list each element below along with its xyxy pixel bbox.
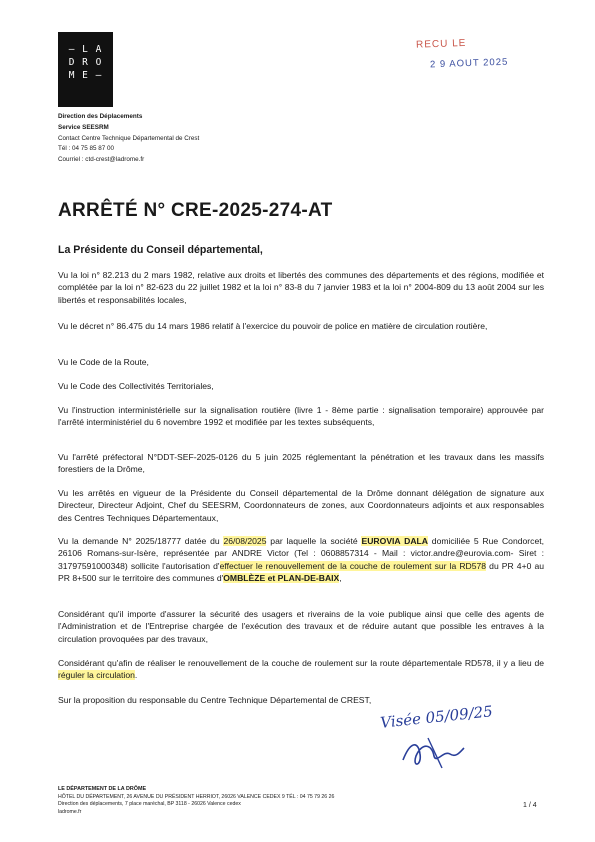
received-stamp: RECU LE	[415, 37, 467, 51]
paragraph-arrete-prefectoral: Vu l'arrêté préfectoral N°DDT-SEF-2025-0126 du 5 juin 2025 réglementant la pénétration et les travaux dans les massifs forestiers de la Drôme,	[58, 452, 544, 475]
footer-address: HÔTEL DU DÉPARTEMENT, 26 AVENUE DU PRÉSIDENT HERRIOT, 26026 VALENCE CEDEX 9 TÉL : 04 75 79 26 26	[58, 793, 335, 800]
document-title: ARRÊTÉ N° CRE-2025-274-AT	[58, 200, 333, 221]
regulation-highlight: réguler la circulation	[58, 670, 135, 681]
page-number: 1 / 4	[523, 802, 537, 809]
authority-heading: La Présidente du Conseil départemental,	[58, 244, 263, 256]
signature-scribble-icon	[398, 732, 468, 772]
footer	[58, 786, 334, 816]
paragraph-loi-82-213: Vu la loi n° 82.213 du 2 mars 1982, relative aux droits et libertés des communes des départements et des régions, modifiée et complétée par la loi n° 82-623 du 22 juillet 1982 et la loi n° 83-8 du 7 janvier 1983 et la loi n° 2004-809 du 13 août 2004 sur les libertés et responsabilités locales,	[58, 270, 544, 305]
company-name: EUROVIA DALA	[361, 536, 428, 546]
footer-org: LE DÉPARTEMENT DE LA DRÔME	[58, 786, 147, 792]
considerant-text: Considérant qu'afin de réaliser le renouvellement de la couche de roulement sur la route départementale RD578, il y a lieu de	[58, 658, 544, 668]
logo-line: — L A	[68, 44, 103, 55]
paragraph-demande	[58, 535, 544, 585]
paragraph-code-route: Vu le Code de la Route,	[58, 357, 149, 367]
demande-text: domiciliée 5 Rue Condorcet, 26106 Romans-sur-Isère, représentée par ANDRE Victor (Tel : 0608857314 - Mail : victor.andre@eurovia.com- Siret : 31797591000348) sollicite l'autorisation d'	[58, 536, 545, 571]
footer-address: Direction des déplacements, 7 place maréchal, BP 3118 - 26026 Valence cedex	[58, 801, 241, 808]
paragraph-considerant-renouvellement	[58, 657, 544, 682]
logo-line: D R O	[68, 57, 103, 68]
logo-line: M E —	[68, 70, 103, 81]
sender-direction: Direction des Déplacements	[58, 113, 143, 120]
paragraph-considerant-securite	[58, 608, 544, 645]
demande-text: Vu la demande N° 2025/18777 datée du	[58, 536, 224, 546]
demande-text: ,	[339, 573, 342, 584]
sender-service: Service SEESRM	[58, 123, 109, 131]
la-drome-logo	[58, 32, 113, 107]
paragraph-instruction: Vu l'instruction interministérielle sur la signalisation routière (livre 1 - 8ème partie : signalisation temporaire) approuvée par l'arrêté interministériel du 6 novembre 1992 et modifiée par les textes subséquents,	[58, 405, 544, 428]
received-stamp-date: 2 9 AOUT 2025	[429, 56, 509, 71]
paragraph-proposition: Sur la proposition du responsable du Centre Technique Départemental de CREST,	[58, 695, 372, 705]
sender-email: Courriel : ctd-crest@ladrome.fr	[58, 156, 145, 164]
paragraph-decret-86-475: Vu le décret n° 86.475 du 14 mars 1986 relatif à l'exercice du pouvoir de police en matière de circulation routière,	[58, 321, 488, 331]
handwritten-visa: Visée 05/09/25	[379, 702, 494, 732]
paragraph-code-collectivites: Vu le Code des Collectivités Territoriales,	[58, 381, 214, 391]
sender-contact: Contact Centre Technique Départemental de Crest	[58, 134, 200, 142]
considerant-text: Considérant qu'il importe d'assurer la sécurité des usagers et riverains de la voie publique ainsi que celle des agents de l'Administration et de l'Entreprise chargée de l'exécution des travaux et de réduire autant que possible les entraves à la circulation provoquées par des travaux,	[58, 609, 544, 644]
considerant-text: .	[134, 670, 138, 681]
sender-block	[58, 112, 199, 166]
demande-text: par laquelle la société	[266, 536, 362, 546]
sender-tel: Tél : 04 75 85 87 00	[58, 145, 115, 153]
footer-website: ladrome.fr	[58, 808, 82, 815]
demande-text: du PR 4+0 au PR 8+500 sur le territoire des communes d'	[58, 560, 545, 584]
paragraph-delegation: Vu les arrêtés en vigueur de la Présidente du Conseil départemental de la Drôme donnant délégation de signature aux Directeur, Directeur Adjoint, Chef du SEESRM, Coordonnateurs de zones, aux Coordonnateurs adjoints et aux responsables des Centres Techniques Départementaux,	[58, 488, 544, 523]
demande-date: 26/08/2025	[223, 536, 267, 546]
communes-names: OMBLÈZE et PLAN-DE-BAIX	[223, 573, 340, 584]
work-description: effectuer le renouvellement de la couche de roulement sur la RD578	[219, 560, 487, 571]
